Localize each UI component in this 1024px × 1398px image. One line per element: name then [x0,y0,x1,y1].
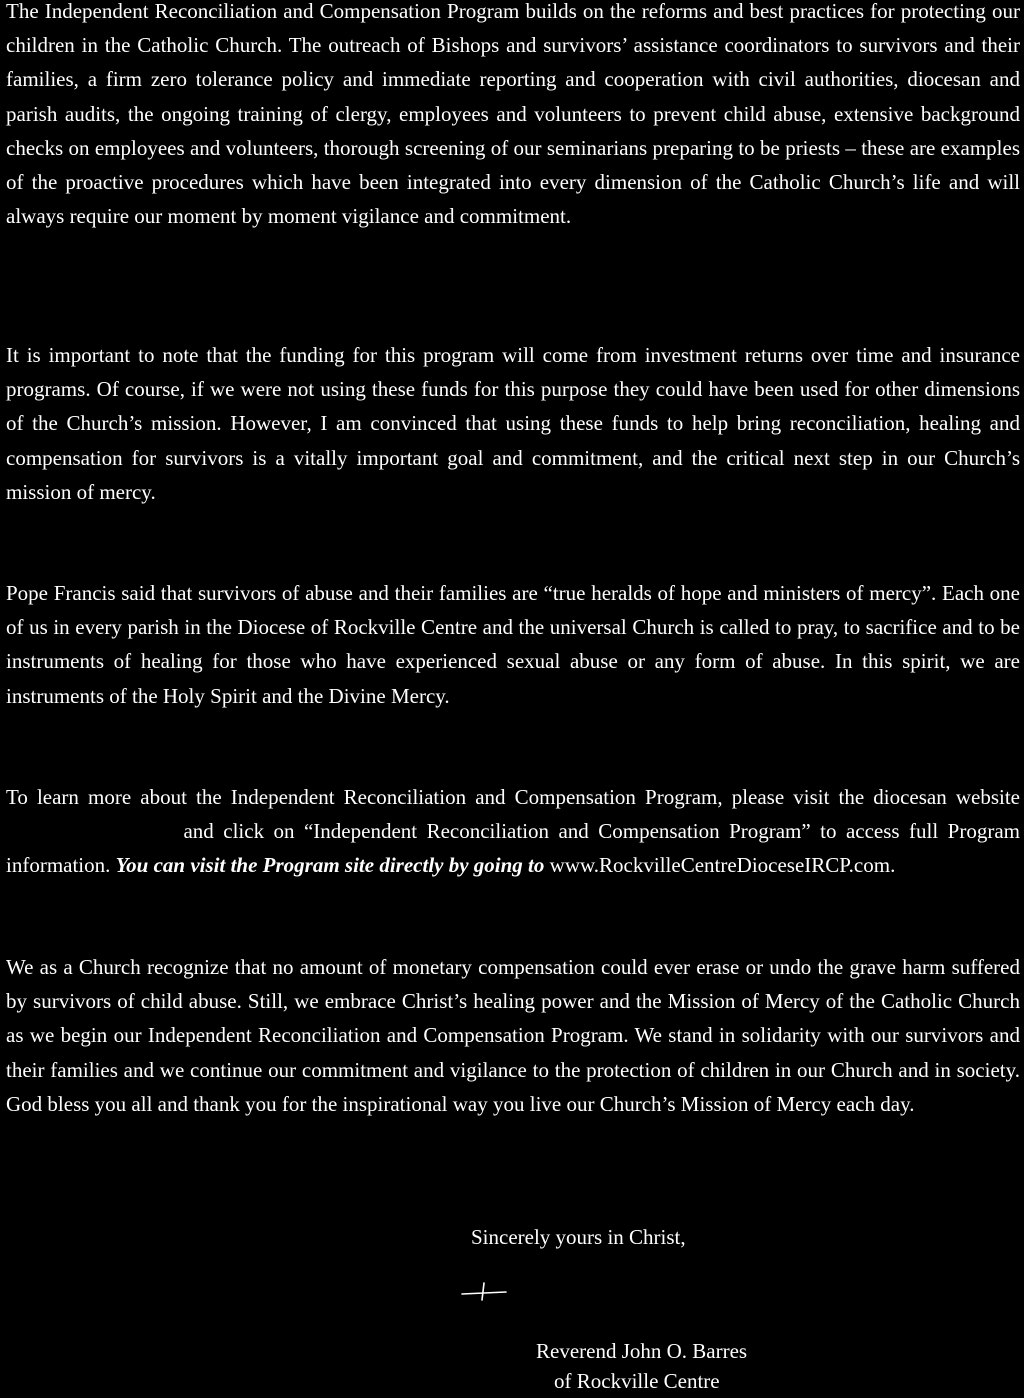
signature-cross-mark [458,1280,510,1302]
signatory-name: Reverend John O. Barres [536,1339,748,1363]
learn-more-instructions: and click on “Independent Reconciliation and Compensation Program” to access full Program information. [6,819,1021,878]
closing-salutation: Sincerely yours in Christ, [471,1225,686,1249]
paragraph-closing-remarks: We as a Church recognize that no amount of monetary compensation could ever erase or undo the grave harm suffered by survivors of child abuse. Still, we embrace Christ’s healing power and the Mission of Mercy of the Catholic Church as we begin our Independent Reconciliation and Compensation Program. We stand in solidarity with our survivors and their families and we continue our commitment and vigilance to the protection of children in our Church and in society. God bless you all and thank you for the inspirational way you live our Church’s Mission of Mercy each day. [6,955,1020,1116]
letter-page [6,0,1022,1393]
program-site-url: www.RockvilleCentreDioceseIRCP.com. [549,853,896,878]
signatory-title: of Rockville Centre [554,1369,720,1393]
paragraph-pope-francis: Pope Francis said that survivors of abuse and their families are “true heralds of hope and ministers of mercy”. Each one of us in every parish in the Diocese of Rockville Centre and the universal Church is called to pray, to sacrifice and to be instruments of healing for those who have experienced sexual abuse or any form of abuse. In this spirit, we are instruments of the Holy Spirit and the Divine Mercy. [6,581,1020,708]
learn-more-text: To learn more about the Independent Reconciliation and Compensation Program, please visit the diocesan website [6,785,1020,809]
paragraph-learn-more [6,780,1020,883]
program-site-emphasis: You can visit the Program site directly by going to [115,853,545,878]
paragraph-program-reforms: The Independent Reconciliation and Compensation Program builds on the reforms and best practices for protecting our children in the Catholic Church. The outreach of Bishops and survivors’ assistance coordinators to survivors and their families, a firm zero tolerance policy and immediate reporting and cooperation with civil authorities, diocesan and parish audits, the ongoing training of clergy, employees and volunteers to prevent child abuse, extensive background checks on employees and volunteers, thorough screening of our seminarians preparing to be priests – these are examples of the proactive procedures which have been integrated into every dimension of the Catholic Church’s life and will always require our moment by moment vigilance and commitment. [6,0,1020,229]
paragraph-funding: It is important to note that the funding for this program will come from investment returns over time and insurance programs. Of course, if we were not using these funds for this purpose they could have been used for other dimensions of the Church’s mission. However, I am convinced that using these funds to help bring reconciliation, healing and compensation for survivors is a vitally important goal and commitment, and the critical next step in our Church’s mission of mercy. [6,343,1020,504]
